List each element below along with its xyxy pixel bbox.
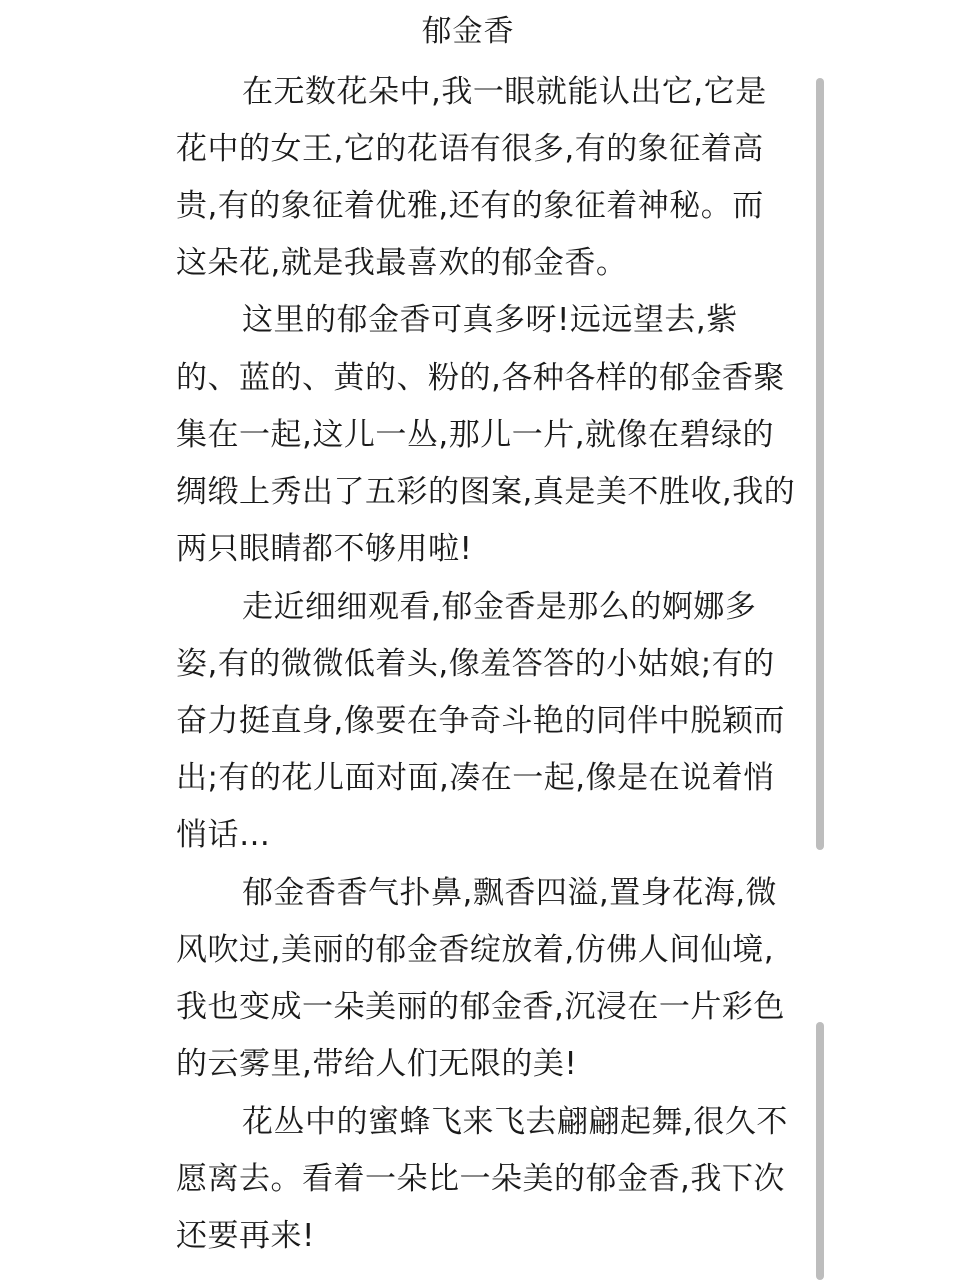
essay-line: 悄话… <box>176 817 271 853</box>
essay-line: 郁金香香气扑鼻,飘香四溢,置身花海,微 <box>242 875 778 911</box>
essay-line: 花丛中的蜜蜂飞来飞去翩翩起舞,很久不 <box>242 1104 788 1140</box>
essay-line: 愿离去。看着一朵比一朵美的郁金香,我下次 <box>176 1161 785 1197</box>
essay-line: 奋力挺直身,像要在争奇斗艳的同伴中脱颖而 <box>176 703 785 739</box>
essay-line: 这里的郁金香可真多呀!远远望去,紫 <box>242 302 738 338</box>
essay-line: 我也变成一朵美丽的郁金香,沉浸在一片彩色 <box>176 989 785 1025</box>
essay-line: 风吹过,美丽的郁金香绽放着,仿佛人间仙境, <box>176 932 775 968</box>
essay-line: 在无数花朵中,我一眼就能认出它,它是 <box>242 74 767 110</box>
essay-line: 姿,有的微微低着头,像羞答答的小姑娘;有的 <box>176 646 775 682</box>
essay-line: 这朵花,就是我最喜欢的郁金香。 <box>176 245 628 281</box>
page-title: 郁金香 <box>421 14 515 49</box>
essay-line: 两只眼睛都不够用啦! <box>176 531 473 567</box>
essay-line: 绸缎上秀出了五彩的图案,真是美不胜收,我的 <box>176 474 796 510</box>
essay-line: 贵,有的象征着优雅,还有的象征着神秘。而 <box>176 188 764 224</box>
essay-line: 出;有的花儿面对面,凑在一起,像是在说着悄 <box>176 760 775 796</box>
essay-line: 还要再来! <box>176 1218 315 1254</box>
essay-line: 集在一起,这儿一丛,那儿一片,就像在碧绿的 <box>176 417 775 453</box>
scrollbar-thumb[interactable] <box>816 1022 824 1280</box>
essay-line: 走近细细观看,郁金香是那么的婀娜多 <box>242 589 757 625</box>
essay-line: 的、蓝的、黄的、粉的,各种各样的郁金香聚 <box>176 360 785 396</box>
essay-line: 的云雾里,带给人们无限的美! <box>176 1046 578 1082</box>
essay-line: 花中的女王,它的花语有很多,有的象征着高 <box>176 131 764 167</box>
scrollbar-thumb[interactable] <box>816 78 824 850</box>
